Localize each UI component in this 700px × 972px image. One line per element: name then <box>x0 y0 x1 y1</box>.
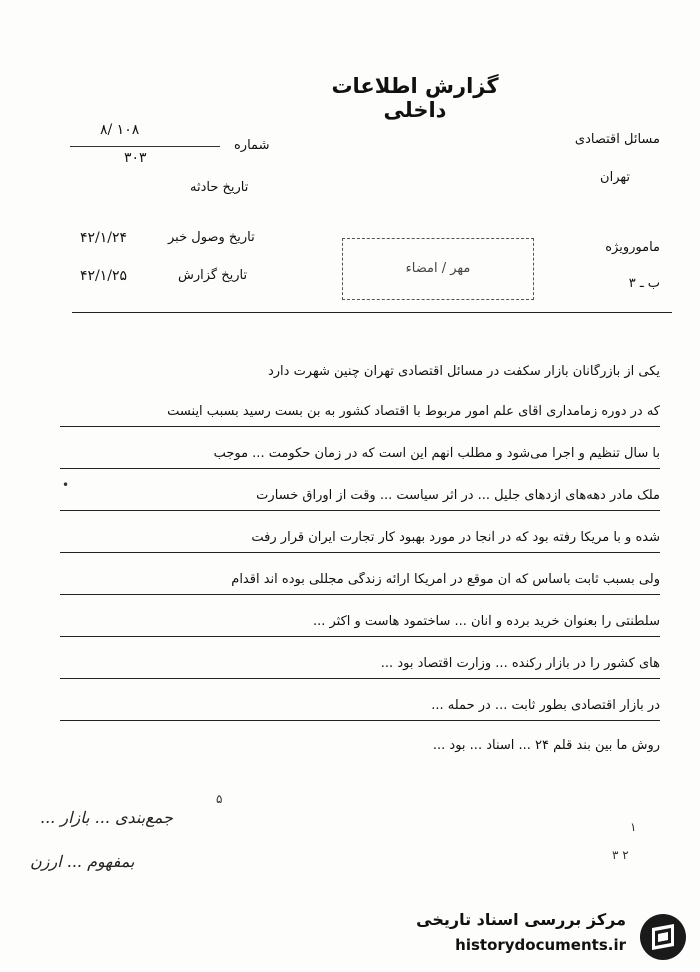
body-line-1: یکی از بازرگانان بازار سکفت در مسائل اقتصادی تهران چنین شهرت دارد <box>267 364 660 379</box>
agent-label: مامورویژه <box>605 240 660 255</box>
receipt-date-value: ۴۲/۱/۲۴ <box>80 230 128 246</box>
body-line-7: سلطنتی را بعنوان خرید برده و آنان ... ساختمود هاست و اکثر ... <box>60 614 660 637</box>
handwritten-note-1: جمع‌بندی ... بازار ... <box>40 808 173 827</box>
incident-date-label: تاریخ حادثه <box>190 180 249 195</box>
report-date-value: ۴۲/۱/۲۵ <box>80 268 128 284</box>
watermark-url: historydocuments.ir <box>455 936 626 954</box>
receipt-date-label: تاریخ وصول خبر <box>168 230 255 245</box>
subject-label: مسائل اقتصادی <box>574 132 660 147</box>
number-label: شماره <box>234 138 270 153</box>
body-line-3: با سال تنظیم و اجرا می‌شود و مطلب آنهم این است که در زمان حکومت ... موجب <box>60 446 660 469</box>
handwritten-note-2: بمفهوم ... ارزن <box>30 852 135 871</box>
number-sub-value: ۳۰۳ <box>124 150 147 166</box>
b-code-label: ب ـ ۳ <box>628 276 660 291</box>
stamp-box: مهر / امضاء <box>342 238 534 300</box>
document-title: گزارش اطلاعات داخلی <box>331 74 499 122</box>
report-date-label: تاریخ گزارش <box>178 268 248 283</box>
body-line-2: که در دوره زمامداری آقای علم امور مربوط با اقتصاد کشور به بن بست رسید بسبب اینست <box>60 404 660 427</box>
watermark-title: مرکز بررسی اسناد تاریخی <box>416 910 626 929</box>
location-label: تهران <box>600 170 630 185</box>
side-mark-3: ۳ ۲ <box>612 848 629 862</box>
archive-logo-icon <box>638 912 688 962</box>
header-separator <box>72 312 672 313</box>
number-underline <box>70 146 220 147</box>
body-line-5: شده و با مریکا رفته بود که در آنجا در مورد بهبود کار تجارت ایران قرار رفت <box>60 530 660 553</box>
body-line-6: ولی بسبب ثابت باساس که آن موقع در آمریکا ارائه زندگی مجللی بوده اند اقدام <box>60 572 660 595</box>
body-line-4: ملک مادر دهه‌های ازدهای جلیل ... در اثر سیاست ... وقت از اوراق خسارت <box>60 488 660 511</box>
number-value: ۸/ ۱۰۸ <box>100 122 140 138</box>
body-line-8: های کشور را در بازار رکنده ... وزارت اقتصاد بود ... <box>60 656 660 679</box>
side-mark-2: ۱ <box>630 820 637 834</box>
watermark <box>416 908 690 964</box>
body-line-10: روش ما بین بند قلم ۲۴ ... اسناد ... بود ... <box>432 738 660 753</box>
margin-mark: • <box>62 478 70 492</box>
body-line-9: در بازار اقتصادی بطور ثابت ... در حمله ... <box>60 698 660 721</box>
side-mark-1: ۵ <box>216 792 223 806</box>
